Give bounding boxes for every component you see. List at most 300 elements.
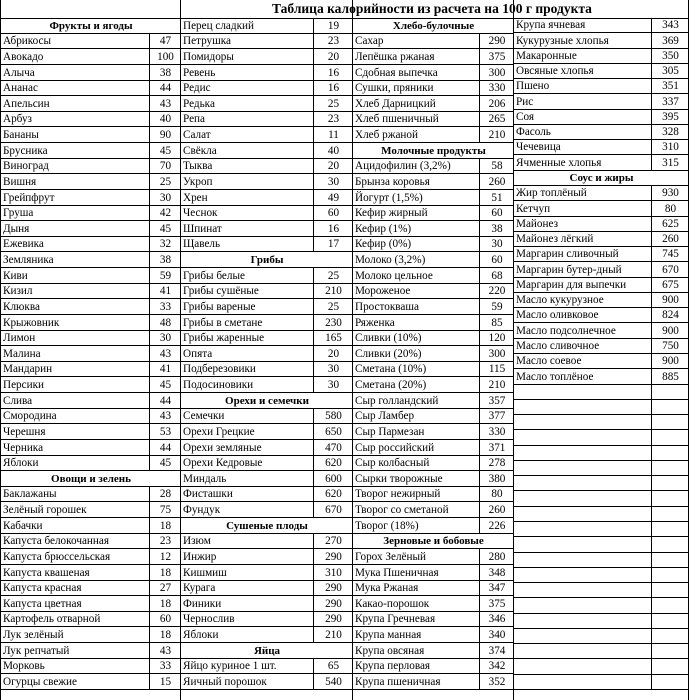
- table-row: [353, 159, 514, 175]
- product-name: Дыня: [3, 222, 30, 235]
- calorie-value: 25: [313, 96, 353, 111]
- table-row: [181, 143, 353, 159]
- calorie-value: [651, 568, 689, 582]
- table-row: [353, 331, 514, 347]
- calorie-value: 290: [313, 581, 353, 596]
- section-header: [353, 143, 514, 159]
- section-header: [181, 252, 353, 268]
- table-row: [181, 424, 353, 440]
- calorie-value: 30: [149, 331, 181, 346]
- calorie-value: 45: [149, 221, 181, 236]
- calorie-value: [651, 659, 689, 673]
- product-name: Петрушка: [183, 35, 231, 48]
- calorie-value: 11: [313, 127, 353, 142]
- table-row: [514, 675, 689, 690]
- calorie-value: 23: [313, 112, 353, 127]
- product-name: Рис: [516, 95, 534, 108]
- table-row: [1, 627, 181, 643]
- product-name: Крупа овсяная: [355, 644, 425, 657]
- calorie-value: 28: [149, 487, 181, 502]
- calorie-value: [651, 491, 689, 505]
- calorie-value: [651, 614, 689, 628]
- product-name: Капуста квашеная: [3, 566, 90, 579]
- product-name: Огурцы свежие: [3, 675, 77, 688]
- table-column: [0, 0, 181, 700]
- product-name: Чеснок: [183, 207, 218, 220]
- calorie-value: 40: [149, 112, 181, 127]
- calorie-value: 25: [313, 299, 353, 314]
- calorie-value: 230: [313, 315, 353, 330]
- table-row: [1, 456, 181, 472]
- product-name: Капуста красная: [3, 582, 82, 595]
- product-name: Кизил: [3, 285, 33, 298]
- section-header: [353, 18, 514, 34]
- calorie-value: [651, 522, 689, 536]
- product-name: Сливки (10%): [355, 332, 422, 345]
- table-row: [181, 409, 353, 425]
- product-name: Крыжовник: [3, 316, 60, 329]
- product-name: Масло соевое: [516, 355, 582, 368]
- table-row: [514, 461, 689, 476]
- calorie-value: 900: [651, 354, 689, 368]
- calorie-value: 265: [479, 112, 514, 127]
- table-row: [353, 362, 514, 378]
- product-name: Семечки: [183, 410, 225, 423]
- calorie-value: 280: [479, 549, 514, 564]
- calorie-value: 38: [149, 252, 181, 267]
- product-name: Изюм: [183, 535, 211, 548]
- calorie-value: 30: [479, 237, 514, 252]
- calorie-value: 380: [479, 471, 514, 486]
- product-name: Масло оливковое: [516, 309, 599, 322]
- table-row: [181, 456, 353, 472]
- product-name: Масло кукурузное: [516, 294, 604, 307]
- calorie-value: 70: [149, 159, 181, 174]
- table-row: [353, 65, 514, 81]
- calorie-value: 120: [479, 331, 514, 346]
- table-row: [1, 34, 181, 50]
- calorie-value: [651, 400, 689, 414]
- table-row: [514, 583, 689, 598]
- product-name: Тыква: [183, 160, 213, 173]
- calorie-value: 33: [149, 659, 181, 674]
- product-name: Кефир жирный: [355, 207, 428, 220]
- product-name: Сдобная выпечка: [355, 66, 438, 79]
- table-row: [181, 549, 353, 565]
- table-row: [353, 127, 514, 143]
- calorie-value: [651, 507, 689, 521]
- table-row: [514, 201, 689, 216]
- calorie-value: 44: [149, 81, 181, 96]
- calorie-value: 670: [313, 502, 353, 517]
- table-row: [353, 81, 514, 97]
- table-row: [353, 581, 514, 597]
- table-row: [514, 476, 689, 491]
- calorie-value: 620: [313, 487, 353, 502]
- table-row: [514, 247, 689, 262]
- table-column: [180, 0, 353, 700]
- table-row: [514, 33, 689, 48]
- product-name: Орехи Кедровые: [183, 457, 263, 470]
- product-name: Сыр российский: [355, 441, 435, 454]
- calorie-value: 260: [479, 502, 514, 517]
- calorie-value: 44: [149, 440, 181, 455]
- table-row: [353, 190, 514, 206]
- calorie-value: 625: [651, 217, 689, 231]
- table-row: [181, 127, 353, 143]
- calorie-value: 68: [479, 268, 514, 283]
- calorie-value: 350: [651, 49, 689, 63]
- calorie-value: 340: [479, 627, 514, 642]
- product-name: Сушки, пряники: [355, 82, 434, 95]
- section-title: Яйца: [253, 644, 281, 657]
- product-name: Грибы вареные: [183, 300, 256, 313]
- product-name: Арбуз: [3, 113, 32, 126]
- calorie-value: 369: [651, 33, 689, 47]
- calorie-value: 47: [149, 34, 181, 49]
- calorie-value: 670: [651, 262, 689, 276]
- table-row: [353, 377, 514, 393]
- product-name: Репа: [183, 113, 205, 126]
- table-row: [353, 565, 514, 581]
- calorie-value: 19: [313, 18, 353, 33]
- calorie-value: 165: [313, 331, 353, 346]
- product-name: Творог (18%): [355, 519, 419, 532]
- table-row: [514, 614, 689, 629]
- table-row: [1, 612, 181, 628]
- calorie-value: 53: [149, 424, 181, 439]
- product-name: Овсяные хлопья: [516, 65, 594, 78]
- product-name: Подберезовики: [183, 363, 256, 376]
- product-name: Грибы сушёные: [183, 285, 259, 298]
- calorie-value: 80: [479, 487, 514, 502]
- calorie-value: 330: [479, 424, 514, 439]
- table-row: [1, 518, 181, 534]
- table-row: [514, 94, 689, 109]
- calorie-value: 290: [313, 612, 353, 627]
- calorie-value: 900: [651, 293, 689, 307]
- product-name: Мука Ржаная: [355, 582, 419, 595]
- table-row: [1, 299, 181, 315]
- calorie-value: 80: [651, 201, 689, 215]
- product-name: Сыр Ламбер: [355, 410, 415, 423]
- product-name: Ревень: [183, 66, 216, 79]
- calorie-value: 32: [149, 237, 181, 252]
- product-name: Хлеб Дарницкий: [355, 97, 436, 110]
- product-name: Капуста брюссельская: [3, 550, 111, 563]
- table-row: [514, 507, 689, 522]
- table-row: [353, 409, 514, 425]
- calorie-value: 310: [313, 565, 353, 580]
- calorie-value: 20: [313, 49, 353, 64]
- product-name: Помидоры: [183, 50, 234, 63]
- table-row: [514, 354, 689, 369]
- section-title: Фрукты и ягоды: [49, 19, 133, 32]
- product-name: Яйцо куриное 1 шт.: [183, 660, 277, 673]
- product-name: Молоко цельное: [355, 269, 433, 282]
- table-row: [514, 155, 689, 170]
- product-name: Крупа Гречневая: [355, 613, 436, 626]
- table-row: [353, 49, 514, 65]
- section-title: Овощи и зелень: [51, 472, 131, 485]
- calorie-value: 290: [479, 34, 514, 49]
- product-name: Капуста белокочанная: [3, 535, 110, 548]
- product-name: Алыча: [3, 66, 35, 79]
- table-row: [181, 49, 353, 65]
- product-name: Простокваша: [355, 300, 419, 313]
- calorie-value: 260: [479, 174, 514, 189]
- table-row: [514, 64, 689, 79]
- calorie-value: 59: [479, 299, 514, 314]
- product-name: Орехи земляные: [183, 441, 262, 454]
- calorie-value: 375: [479, 49, 514, 64]
- calorie-value: [651, 675, 689, 689]
- table-row: [1, 393, 181, 409]
- table-row: [353, 643, 514, 659]
- product-name: Капуста цветная: [3, 597, 82, 610]
- table-row: [353, 268, 514, 284]
- calorie-value: 30: [313, 362, 353, 377]
- calorie-value: 25: [313, 268, 353, 283]
- product-name: Инжир: [183, 550, 217, 563]
- table-row: [353, 471, 514, 487]
- product-name: Кефир (1%): [355, 222, 412, 235]
- table-row: [514, 522, 689, 537]
- product-name: Молоко (3,2%): [355, 254, 426, 267]
- section-header: [1, 471, 181, 487]
- calorie-value: 90: [149, 127, 181, 142]
- section-title: Хлебо-булочные: [392, 19, 475, 32]
- table-row: [181, 377, 353, 393]
- product-name: Крупа пшеничная: [355, 675, 441, 688]
- product-name: Опята: [183, 347, 213, 360]
- calorie-value: 23: [149, 534, 181, 549]
- product-name: Малина: [3, 347, 41, 360]
- table-row: [1, 643, 181, 659]
- table-row: [514, 308, 689, 323]
- table-row: [1, 409, 181, 425]
- calorie-value: 65: [313, 659, 353, 674]
- calorie-value: 58: [479, 159, 514, 174]
- calorie-value: 16: [313, 221, 353, 236]
- table-row: [514, 323, 689, 338]
- table-row: [181, 174, 353, 190]
- section-title: Зерновые и бобовые: [383, 535, 484, 548]
- calorie-value: 342: [479, 659, 514, 674]
- calorie-value: 40: [313, 143, 353, 158]
- table-row: [514, 430, 689, 445]
- calorie-value: 60: [313, 206, 353, 221]
- product-name: Курага: [183, 582, 216, 595]
- product-name: Орехи Грецкие: [183, 425, 255, 438]
- product-name: Груша: [3, 207, 34, 220]
- calorie-value: 600: [313, 471, 353, 486]
- product-name: Яблоки: [183, 629, 219, 642]
- product-name: Яблоки: [3, 457, 39, 470]
- table-row: [514, 446, 689, 461]
- table-row: [1, 346, 181, 362]
- table-row: [353, 206, 514, 222]
- calorie-value: 44: [149, 393, 181, 408]
- table-row: [1, 534, 181, 550]
- table-row: [353, 393, 514, 409]
- table-row: [181, 331, 353, 347]
- table-row: [514, 537, 689, 552]
- table-row: [353, 456, 514, 472]
- calorie-value: 343: [651, 18, 689, 32]
- calorie-value: [651, 553, 689, 567]
- table-row: [514, 659, 689, 674]
- calorie-value: 348: [479, 565, 514, 580]
- product-name: Киви: [3, 269, 28, 282]
- calorie-value: 337: [651, 94, 689, 108]
- calorie-value: 60: [479, 206, 514, 221]
- product-name: Горох Зелёный: [355, 550, 426, 563]
- table-row: [1, 190, 181, 206]
- calorie-value: 226: [479, 518, 514, 533]
- table-row: [353, 674, 514, 690]
- table-row: [181, 190, 353, 206]
- product-name: Маргарин бутер-дный: [516, 263, 622, 276]
- table-row: [1, 596, 181, 612]
- product-name: Масло топлёное: [516, 370, 594, 383]
- table-row: [514, 79, 689, 94]
- calorie-value: 60: [149, 612, 181, 627]
- calorie-value: 580: [313, 409, 353, 424]
- calorie-value: 374: [479, 643, 514, 658]
- product-name: Брынза коровья: [355, 175, 430, 188]
- product-name: Масло сливочное: [516, 339, 600, 352]
- calorie-value: 305: [651, 64, 689, 78]
- table-row: [1, 96, 181, 112]
- calorie-value: 824: [651, 308, 689, 322]
- table-row: [1, 487, 181, 503]
- product-name: Укроп: [183, 175, 213, 188]
- table-row: [514, 339, 689, 354]
- product-name: Масло подсолнечное: [516, 324, 616, 337]
- calorie-value: [651, 537, 689, 551]
- table-row: [353, 299, 514, 315]
- table-row: [1, 127, 181, 143]
- calorie-value: 16: [313, 65, 353, 80]
- table-right-border: [688, 0, 689, 700]
- table-row: [1, 221, 181, 237]
- calorie-value: 38: [479, 221, 514, 236]
- product-name: Апельсин: [3, 97, 50, 110]
- product-name: Лепёшка ржаная: [355, 50, 435, 63]
- product-name: Грибы белые: [183, 269, 245, 282]
- product-name: Ананас: [3, 82, 38, 95]
- calorie-value: 75: [149, 502, 181, 517]
- calorie-value: 900: [651, 323, 689, 337]
- section-header: [181, 643, 353, 659]
- calorie-value: [651, 629, 689, 643]
- calorie-value: 59: [149, 268, 181, 283]
- page-title: Таблица калорийности из расчета на 100 г продукта: [272, 1, 592, 16]
- calorie-value: 371: [479, 440, 514, 455]
- product-name: Брусника: [3, 144, 48, 157]
- calorie-value: 210: [479, 377, 514, 392]
- product-name: Мороженое: [355, 285, 411, 298]
- table-column: [352, 0, 514, 700]
- table-row: [181, 581, 353, 597]
- section-header: [181, 518, 353, 534]
- table-row: [1, 581, 181, 597]
- product-name: Йогурт (1,5%): [355, 191, 423, 204]
- table-row: [181, 206, 353, 222]
- calorie-value: 41: [149, 284, 181, 299]
- table-row: [514, 232, 689, 247]
- calorie-value: 100: [149, 49, 181, 64]
- product-name: Лук зелёный: [3, 629, 64, 642]
- calorie-value: 260: [651, 232, 689, 246]
- calorie-value: 27: [149, 581, 181, 596]
- product-name: Слива: [3, 394, 33, 407]
- product-name: Творог со сметаной: [355, 504, 449, 517]
- calorie-value: 16: [313, 81, 353, 96]
- table-row: [353, 237, 514, 253]
- product-name: Черника: [3, 441, 44, 454]
- calorie-value: [651, 583, 689, 597]
- table-row: [514, 629, 689, 644]
- calorie-value: [651, 430, 689, 444]
- table-row: [1, 49, 181, 65]
- table-row: [181, 96, 353, 112]
- calorie-value: [651, 644, 689, 658]
- table-row: [353, 112, 514, 128]
- table-row: [181, 471, 353, 487]
- product-name: Лимон: [3, 332, 36, 345]
- calorie-value: 885: [651, 369, 689, 383]
- table-row: [514, 415, 689, 430]
- table-row: [353, 96, 514, 112]
- calorie-value: [651, 598, 689, 612]
- product-name: Клюква: [3, 300, 40, 313]
- calorie-value: 745: [651, 247, 689, 261]
- product-name: Грейпфрут: [3, 191, 55, 204]
- product-name: Виноград: [3, 160, 49, 173]
- product-name: Маргарин для выпечки: [516, 278, 627, 291]
- calorie-value: 470: [313, 440, 353, 455]
- calorie-value: 49: [313, 190, 353, 205]
- table-row: [181, 674, 353, 690]
- product-name: Фисташки: [183, 488, 233, 501]
- section-header: [353, 534, 514, 550]
- product-name: Яичный порошок: [183, 675, 267, 688]
- calorie-value: 278: [479, 456, 514, 471]
- calorie-value: 351: [651, 79, 689, 93]
- table-row: [1, 206, 181, 222]
- product-name: Хлеб пшеничный: [355, 113, 439, 126]
- table-row: [181, 268, 353, 284]
- product-name: Земляника: [3, 254, 54, 267]
- table-row: [1, 284, 181, 300]
- table-row: [353, 221, 514, 237]
- calorie-value: [651, 446, 689, 460]
- table-row: [353, 627, 514, 643]
- product-name: Сахар: [355, 35, 384, 48]
- table-row: [181, 362, 353, 378]
- product-name: Редька: [183, 97, 215, 110]
- calorie-value: 12: [149, 549, 181, 564]
- calorie-value: 15: [149, 674, 181, 689]
- product-name: Авокадо: [3, 50, 44, 63]
- calorie-value: 206: [479, 96, 514, 111]
- product-name: Майонез: [516, 217, 559, 230]
- product-name: Смородина: [3, 410, 57, 423]
- product-name: Персики: [3, 379, 45, 392]
- calorie-value: [651, 476, 689, 490]
